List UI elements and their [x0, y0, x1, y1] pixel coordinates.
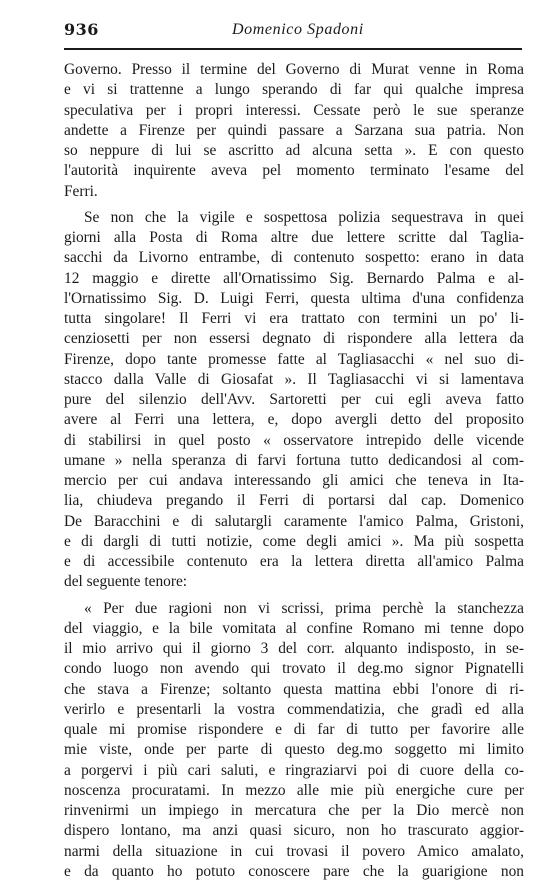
- body-text: [64, 60, 524, 882]
- text-line: avere al Ferri una lettera, e, dopo avergli detto del proposito: [64, 410, 524, 430]
- text-line: pure del silenzio dell'Avv. Sartoretti per cui egli aveva fatto: [64, 390, 524, 410]
- text-line: so neppure di lui se ascritto ad alcuna setta ». E con questo: [64, 141, 524, 161]
- text-line: tutta singolare! Il Ferri vi era trattato con termini un po' li-: [64, 309, 524, 329]
- page-number: 936: [64, 20, 99, 39]
- text-line: del seguente tenore:: [64, 572, 524, 592]
- text-line: rinvenirmi un impiego in mercatura che per la Dio mercè non: [64, 801, 524, 821]
- text-line: l'autorità inquirente aveva pel momento terminato l'esame del: [64, 161, 524, 181]
- text-line: a porgervi i più cari saluti, e ringraziarvi poi di cuore della co-: [64, 761, 524, 781]
- header-rule: [64, 48, 522, 50]
- text-line: De Baracchini e di salutargli caramente l'amico Palma, Gristoni,: [64, 512, 524, 532]
- running-title: Domenico Spadoni: [232, 21, 364, 39]
- text-line: « Per due ragioni non vi scrissi, prima perchè la stanchezza: [64, 599, 524, 619]
- text-line: Ferri.: [64, 182, 524, 202]
- text-line: il mio arrivo qui il giorno 3 del corr. alquanto indisposto, in se-: [64, 639, 524, 659]
- text-line: stacco dalla Valle di Giosafat ». Il Tagliasacchi vi si lamentava: [64, 370, 524, 390]
- text-line: Governo. Presso il termine del Governo di Murat venne in Roma: [64, 60, 524, 80]
- text-line: umane » nella speranza di farvi fortuna tutto dedicandosi al com-: [64, 451, 524, 471]
- text-line: Firenze, dopo tante promesse fatte al Tagliasacchi « nel suo di-: [64, 350, 524, 370]
- text-line: narmi della situazione in cui trovasi il povero Amico amalato,: [64, 842, 524, 862]
- text-line: verirlo e presentarli la vostra commendatizia, che gradì ed alla: [64, 700, 524, 720]
- text-line: andette a Firenze per quindi passare a Sarzana sua patria. Non: [64, 121, 524, 141]
- text-line: 12 maggio e dirette all'Ornatissimo Sig. Bernardo Palma e al-: [64, 269, 524, 289]
- text-line: Se non che la vigile e sospettosa polizia sequestrava in quei: [64, 208, 524, 228]
- text-line: mie viste, onde per parte di questo deg.mo soggetto mi limito: [64, 740, 524, 760]
- text-line: che stava a Firenze; soltanto questa mattina ebbi l'onore di ri-: [64, 680, 524, 700]
- text-line: di stabilirsi in quel posto « osservatore intrepido delle vicende: [64, 431, 524, 451]
- text-line: giorni alla Posta di Roma altre due lettere scritte dal Taglia-: [64, 228, 524, 248]
- text-line: noscenza procuratami. In mezzo alle mie più energiche cure per: [64, 781, 524, 801]
- text-line: speculativa per i propri interessi. Cessate però le sue speranze: [64, 101, 524, 121]
- text-line: e di accessibile contenuto era la lettera diretta all'amico Palma: [64, 552, 524, 572]
- text-line: del viaggio, e la bile vomitata al confine Romano mi tenne dopo: [64, 619, 524, 639]
- text-line: cenziosetti per non essersi degnato di rispondere alla lettera da: [64, 329, 524, 349]
- text-line: quale mi promise rispondere e di far di tutto per favorire alle: [64, 720, 524, 740]
- paragraph-2: [64, 208, 524, 593]
- text-line: sacchi da Livorno entrambe, di contenuto sospetto: erano in data: [64, 248, 524, 268]
- text-line: e vi si trattenne a lungo sperando di far qui qualche impresa: [64, 80, 524, 100]
- paragraph-1: [64, 60, 524, 202]
- quoted-letter: [64, 599, 524, 882]
- text-line: lia, chiudeva pregando il Ferri di portarsi dal cap. Domenico: [64, 491, 524, 511]
- text-line: dispero lontano, ma anzi quasi sicuro, non ho trascurato aggior-: [64, 821, 524, 841]
- text-line: e di dargli di tutti notizie, come degli amici ». Ma più sospetta: [64, 532, 524, 552]
- text-line: condo luogo non avendo qui trovato il deg.mo signor Pignatelli: [64, 659, 524, 679]
- text-line: e da quanto ho potuto conoscere pare che la guarigione non: [64, 862, 524, 882]
- page-header: [64, 20, 524, 48]
- text-line: mercio per cui andava interessando gli amici che teneva in Ita-: [64, 471, 524, 491]
- text-line: l'Ornatissimo Sig. D. Luigi Ferri, questa ultima d'una confidenza: [64, 289, 524, 309]
